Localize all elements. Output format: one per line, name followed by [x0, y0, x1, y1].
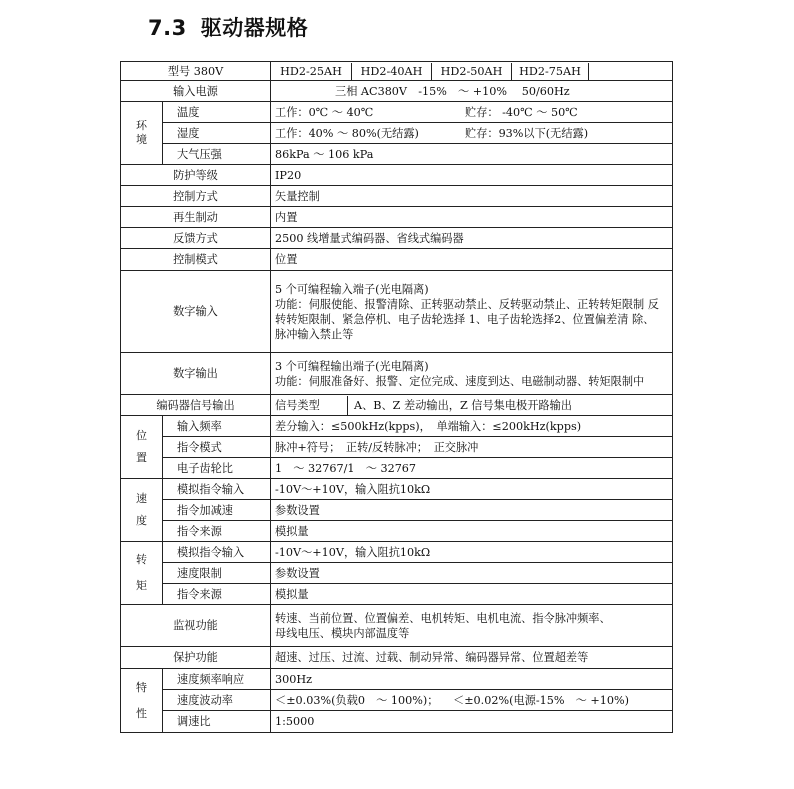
table-row: [121, 542, 673, 563]
table-row: [121, 416, 673, 437]
row-label: 保护功能: [121, 647, 271, 669]
row-label: 指令加减速: [163, 500, 271, 521]
table-row: [121, 605, 673, 647]
row-value: 工作：0℃ ～ 40℃ 贮存： -40℃ ～ 50℃: [271, 102, 673, 123]
table-row: [121, 690, 673, 711]
table-row: [121, 563, 673, 584]
row-label: 速度频率响应: [163, 669, 271, 690]
row-value: 1:5000: [271, 711, 673, 733]
row-value: 三相 AC380V -15% ～ +10% 50/60Hz: [271, 81, 673, 102]
row-value: 模拟量: [271, 521, 673, 542]
table-row: [121, 458, 673, 479]
row-label: 模拟指令输入: [163, 479, 271, 500]
row-label: 控制方式: [121, 186, 271, 207]
spec-table: [120, 61, 673, 733]
table-row: [121, 123, 673, 144]
row-value: -10V～+10V，输入阻抗10kΩ: [271, 542, 673, 563]
row-value: IP20: [271, 165, 673, 186]
row-label: 温度: [163, 102, 271, 123]
table-row: [121, 165, 673, 186]
group-label-env: 环境: [121, 102, 163, 165]
table-row: [121, 353, 673, 395]
table-row: [121, 647, 673, 669]
row-value: [271, 605, 673, 647]
row-value: -10V～+10V，输入阻抗10kΩ: [271, 479, 673, 500]
table-row: [121, 437, 673, 458]
table-row: [121, 521, 673, 542]
row-label: 防护等级: [121, 165, 271, 186]
row-value: 差分输入：≤500kHz(kpps)， 单端输入：≤200kHz(kpps): [271, 416, 673, 437]
row-label: 输入频率: [163, 416, 271, 437]
model-cell: HD2-50AH: [432, 63, 512, 80]
table-row: [121, 207, 673, 228]
row-value: 参数设置: [271, 500, 673, 521]
table-row: [121, 711, 673, 733]
text-line: 转转矩限制、紧急停机、电子齿轮选择 1、电子齿轮选择2、位置偏差清 除、: [275, 312, 655, 326]
table-row: [121, 271, 673, 353]
model-list: [271, 62, 673, 81]
text-line: 母线电压、模块内部温度等: [275, 626, 410, 640]
row-value: 脉冲+符号； 正转/反转脉冲； 正交脉冲: [271, 437, 673, 458]
row-value: 2500 线增量式编码器、省线式编码器: [271, 228, 673, 249]
row-value: 工作：40% ～ 80%(无结露) 贮存：93%以下(无结露): [271, 123, 673, 144]
row-value: [271, 395, 673, 416]
section-title: 驱动器规格: [200, 16, 309, 40]
row-value: 位置: [271, 249, 673, 271]
row-label: 调速比: [163, 711, 271, 733]
row-label: 指令来源: [163, 521, 271, 542]
model-cell: HD2-25AH: [271, 63, 352, 80]
row-label: 数字输出: [121, 353, 271, 395]
signal-type-label: 信号类型: [271, 396, 348, 415]
model-cell: HD2-40AH: [352, 63, 432, 80]
row-label: 指令来源: [163, 584, 271, 605]
table-row: [121, 395, 673, 416]
row-label: 速度限制: [163, 563, 271, 584]
table-row: [121, 500, 673, 521]
row-value: [271, 353, 673, 395]
table-row: [121, 186, 673, 207]
table-row: [121, 102, 673, 123]
row-value: 内置: [271, 207, 673, 228]
text-line: 功能：伺服准备好、报警、定位完成、速度到达、电磁制动器、转矩限制中: [275, 374, 645, 388]
model-label: 型号 380V: [121, 62, 271, 81]
text-line: 脉冲输入禁止等: [275, 327, 354, 341]
row-label: 控制模式: [121, 249, 271, 271]
row-value: 300Hz: [271, 669, 673, 690]
table-header-row: [121, 62, 673, 81]
table-row: [121, 249, 673, 271]
row-label: 编码器信号输出: [121, 395, 271, 416]
row-label: 数字输入: [121, 271, 271, 353]
text-line: 3 个可编程输出端子(光电隔离): [275, 359, 429, 373]
group-label-position: 位置: [121, 416, 163, 479]
text-line: 功能：伺服使能、报警清除、正转驱动禁止、反转驱动禁止、正转转矩限制 反: [275, 297, 659, 311]
row-value: 模拟量: [271, 584, 673, 605]
row-value: ＜±0.03%(负载0 ～ 100%)； ＜±0.02%(电源-15% ～ +10%): [271, 690, 673, 711]
group-label-characteristics: 特性: [121, 669, 163, 733]
row-value: [271, 271, 673, 353]
row-label: 模拟指令输入: [163, 542, 271, 563]
row-label: 速度波动率: [163, 690, 271, 711]
text-line: 转速、当前位置、位置偏差、电机转矩、电机电流、指令脉冲频率、: [275, 611, 611, 625]
row-value: 超速、过压、过流、过载、制动异常、编码器异常、位置超差等: [271, 647, 673, 669]
table-row: [121, 584, 673, 605]
table-row: [121, 479, 673, 500]
model-cell: HD2-75AH: [512, 63, 589, 80]
row-value: 1 ～ 32767/1 ～ 32767: [271, 458, 673, 479]
row-value: 矢量控制: [271, 186, 673, 207]
row-label: 反馈方式: [121, 228, 271, 249]
row-value: 86kPa ～ 106 kPa: [271, 144, 673, 165]
row-label: 大气压强: [163, 144, 271, 165]
row-value: 参数设置: [271, 563, 673, 584]
row-label: 输入电源: [121, 81, 271, 102]
row-label: 指令模式: [163, 437, 271, 458]
section-number: 7.3: [148, 16, 187, 40]
group-label-torque: 转矩: [121, 542, 163, 605]
row-label: 电子齿轮比: [163, 458, 271, 479]
text-line: 5 个可编程输入端子(光电隔离): [275, 282, 429, 296]
table-row: [121, 81, 673, 102]
table-row: [121, 669, 673, 690]
row-label: 湿度: [163, 123, 271, 144]
row-label: 监视功能: [121, 605, 271, 647]
table-row: [121, 228, 673, 249]
section-heading: [148, 12, 308, 42]
signal-type-value: A、B、Z 差动输出，Z 信号集电极开路输出: [354, 398, 572, 412]
group-label-speed: 速度: [121, 479, 163, 542]
row-label: 再生制动: [121, 207, 271, 228]
table-row: [121, 144, 673, 165]
